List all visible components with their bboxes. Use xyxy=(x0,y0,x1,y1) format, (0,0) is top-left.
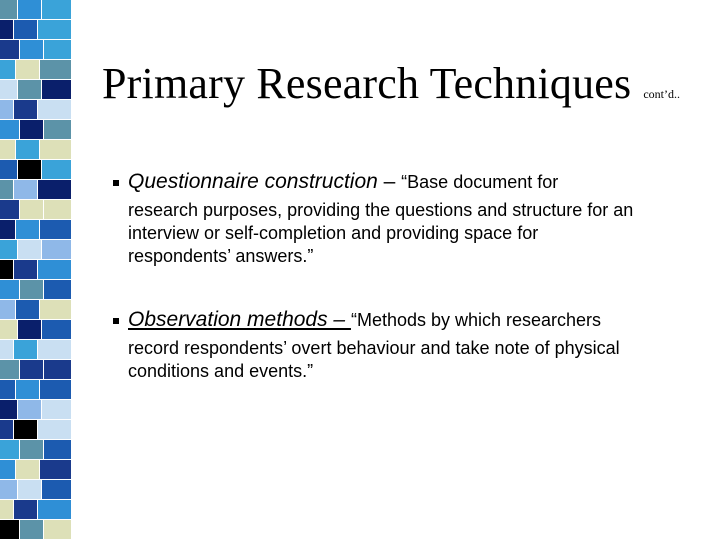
stripe-tile xyxy=(0,160,18,180)
stripe-tile xyxy=(18,240,42,260)
stripe-tile xyxy=(18,480,42,500)
slide-title-main: Primary Research Techniques xyxy=(102,59,632,108)
stripe-tile xyxy=(42,160,72,180)
stripe-tile xyxy=(16,60,40,80)
stripe-tile xyxy=(0,80,18,100)
bullet-text-line: research purposes, providing the questions and structure for an xyxy=(128,200,634,220)
stripe-tile xyxy=(18,160,42,180)
stripe-tile xyxy=(40,300,72,320)
stripe-tile xyxy=(0,20,14,40)
stripe-tile xyxy=(0,140,16,160)
stripe-tile xyxy=(44,40,72,60)
stripe-tile xyxy=(20,120,44,140)
stripe-tile xyxy=(18,400,42,420)
bullet-text-line: respondents’ answers.” xyxy=(128,246,314,266)
stripe-tile xyxy=(0,220,16,240)
bullet-questionnaire xyxy=(128,170,698,268)
stripe-tile xyxy=(38,500,72,520)
stripe-tile xyxy=(0,460,16,480)
stripe-tile xyxy=(38,340,72,360)
stripe-tile xyxy=(0,320,18,340)
bullet-square-icon xyxy=(113,180,119,186)
stripe-tile xyxy=(14,260,38,280)
stripe-tile xyxy=(20,40,44,60)
stripe-tile xyxy=(16,380,40,400)
stripe-tile xyxy=(0,400,18,420)
stripe-tile xyxy=(0,480,18,500)
stripe-tile xyxy=(40,220,72,240)
stripe-tile xyxy=(14,340,38,360)
stripe-tile xyxy=(0,520,20,540)
stripe-tile xyxy=(0,500,14,520)
stripe-tile xyxy=(14,20,38,40)
stripe-tile xyxy=(42,80,72,100)
bullet-first-line-text: “Methods by which researchers xyxy=(350,310,602,330)
stripe-tile xyxy=(42,400,72,420)
stripe-tile xyxy=(14,500,38,520)
stripe-tile xyxy=(0,440,20,460)
stripe-tile xyxy=(40,460,72,480)
stripe-tile xyxy=(38,180,72,200)
stripe-tile xyxy=(40,380,72,400)
stripe-tile xyxy=(44,520,72,540)
bullet-text-line: conditions and events.” xyxy=(128,361,314,381)
stripe-tile xyxy=(0,300,16,320)
bullet-observation xyxy=(128,308,698,383)
stripe-tile xyxy=(14,100,38,120)
decorative-side-stripe xyxy=(0,0,72,540)
stripe-tile xyxy=(42,480,72,500)
stripe-tile xyxy=(0,340,14,360)
stripe-tile xyxy=(18,0,42,20)
bullet-term: Questionnaire construction xyxy=(128,170,378,193)
bullet-square-icon xyxy=(113,318,119,324)
stripe-tile xyxy=(0,180,14,200)
stripe-tile xyxy=(0,120,20,140)
stripe-tile xyxy=(38,100,72,120)
bullet-text-line: record respondents’ overt behaviour and take note of physical xyxy=(128,338,620,358)
stripe-tile xyxy=(44,120,72,140)
bullet-text-line: interview or self-completion and providing space for xyxy=(128,223,539,243)
stripe-tile xyxy=(44,360,72,380)
stripe-tile xyxy=(18,80,42,100)
slide-title-suffix: cont’d.. xyxy=(643,87,680,101)
stripe-tile xyxy=(20,280,44,300)
stripe-tile xyxy=(40,140,72,160)
bullet-dash: – xyxy=(377,170,402,193)
stripe-tile xyxy=(38,260,72,280)
stripe-tile xyxy=(0,360,20,380)
stripe-tile xyxy=(0,100,14,120)
stripe-tile xyxy=(44,200,72,220)
stripe-tile xyxy=(16,220,40,240)
stripe-tile xyxy=(0,40,20,60)
stripe-tile xyxy=(16,140,40,160)
stripe-tile xyxy=(42,320,72,340)
stripe-tile xyxy=(40,60,72,80)
stripe-tile xyxy=(38,20,72,40)
stripe-tile xyxy=(0,380,16,400)
stripe-tile xyxy=(0,260,14,280)
stripe-tile xyxy=(42,240,72,260)
stripe-tile xyxy=(0,60,16,80)
stripe-tile xyxy=(0,280,20,300)
stripe-tile xyxy=(44,280,72,300)
stripe-tile xyxy=(0,240,18,260)
stripe-tile xyxy=(20,440,44,460)
stripe-tile xyxy=(20,360,44,380)
stripe-tile xyxy=(0,200,20,220)
stripe-tile xyxy=(16,460,40,480)
stripe-tile xyxy=(42,0,72,20)
bullet-term: Observation methods – xyxy=(128,308,351,331)
stripe-tile xyxy=(0,420,14,440)
bullet-first-line-text: “Base document for xyxy=(401,172,559,192)
stripe-tile xyxy=(18,320,42,340)
stripe-tile xyxy=(44,440,72,460)
stripe-tile xyxy=(16,300,40,320)
slide-title xyxy=(102,58,680,109)
stripe-tile xyxy=(20,520,44,540)
stripe-tile xyxy=(14,180,38,200)
stripe-tile xyxy=(14,420,38,440)
stripe-tile xyxy=(0,0,18,20)
stripe-tile xyxy=(38,420,72,440)
stripe-tile xyxy=(20,200,44,220)
